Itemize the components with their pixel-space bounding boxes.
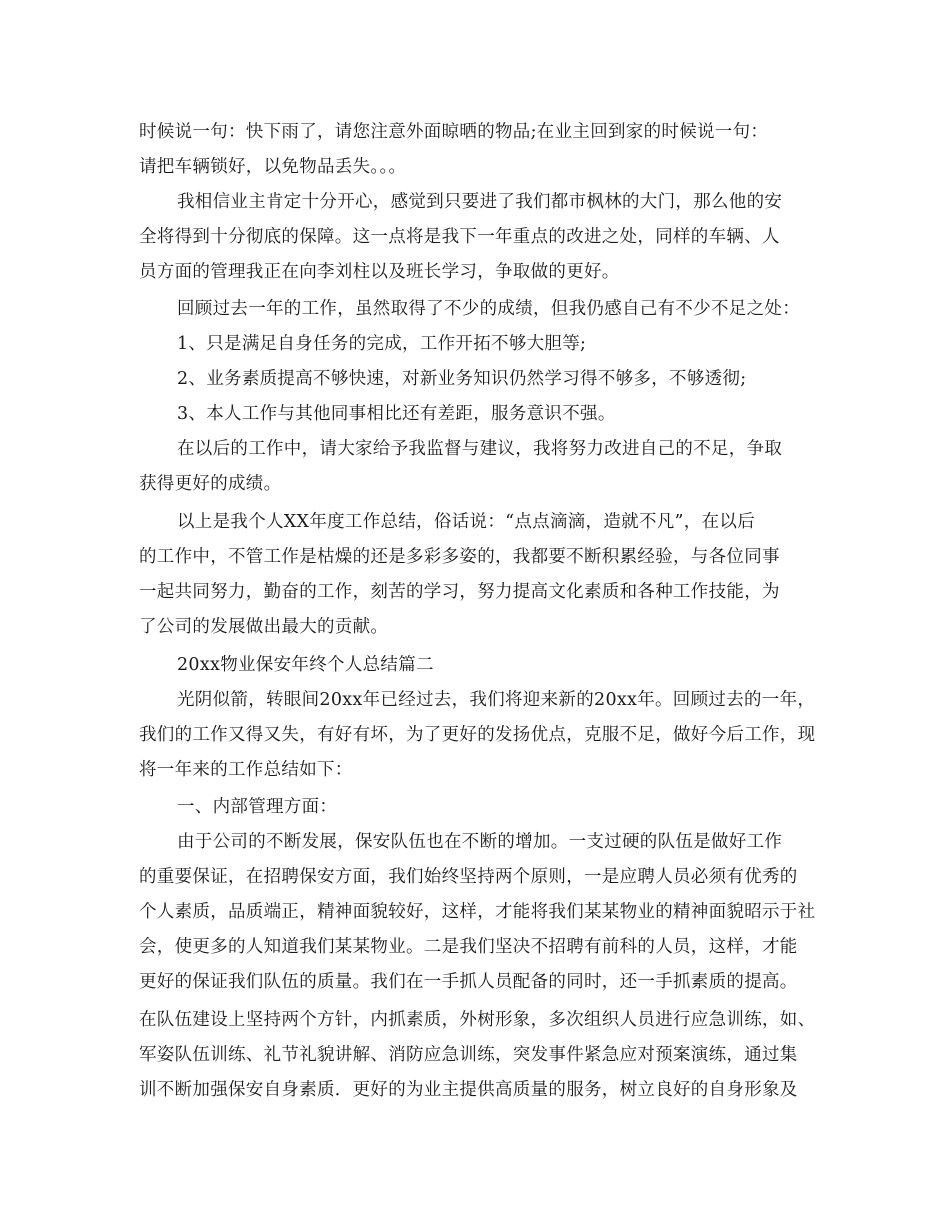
text-line: 我们的工作又得又失，有好有坏，为了更好的发扬优点，克服不足，做好今后工作，现 xyxy=(139,725,816,745)
text-line: 请把车辆锁好，以免物品丢失。。。 xyxy=(139,157,407,177)
text-line: 了公司的发展做出最大的贡献。 xyxy=(139,617,389,637)
text-line: 军姿队伍训练、礼节礼貌讲解、消防应急训练，突发事件紧急应对预案演练，通过集 xyxy=(139,1045,798,1065)
text-line: 的工作中，不管工作是枯燥的还是多彩多姿的，我都要不断积累经验，与各位同事 xyxy=(139,547,780,567)
text-line: 一起共同努力，勤奋的工作，刻苦的学习，努力提高文化素质和各种工作技能，为 xyxy=(139,582,780,602)
paragraph-line: 在以后的工作中，请大家给予我监督与建议，我将努力改进自己的不足，争取 xyxy=(177,439,783,459)
subsection-heading: 一、内部管理方面： xyxy=(177,797,338,817)
paragraph-line: 光阴似箭，转眼间20xx年已经过去，我们将迎来新的20xx年。回顾过去的一年， xyxy=(177,690,816,710)
text-line: 会，使更多的人知道我们某某物业。二是我们坚决不招聘有前科的人员，这样，才能 xyxy=(139,937,798,957)
paragraph-line: 我相信业主肯定十分开心，感觉到只要进了我们都市枫林的大门，那么他的安 xyxy=(177,192,783,212)
text-line: 个人素质，品质端正，精神面貌较好，这样，才能将我们某某物业的精神面貌昭示于社 xyxy=(139,902,816,922)
paragraph-line: 由于公司的不断发展，保安队伍也在不断的增加。一支过硬的队伍是做好工作 xyxy=(177,832,783,852)
text-line: 在队伍建设上坚持两个方针，内抓素质，外树形象，多次组织人员进行应急训练，如、 xyxy=(139,1010,816,1030)
text-line: 的重要保证，在招聘保安方面，我们始终坚持两个原则，一是应聘人员必须有优秀的 xyxy=(139,867,798,887)
text-line: 员方面的管理我正在向李刘柱以及班长学习，争取做的更好。 xyxy=(139,262,620,282)
paragraph-line: 回顾过去一年的工作，虽然取得了不少的成绩，但我仍感自己有不少不足之处： xyxy=(177,299,800,319)
text-line: 训不断加强保安自身素质．更好的为业主提供高质量的服务，树立良好的自身形象及 xyxy=(139,1080,798,1100)
section-heading: 20xx物业保安年终个人总结篇二 xyxy=(177,655,434,675)
list-item: 1、只是满足自身任务的完成，工作开拓不够大胆等; xyxy=(177,334,587,354)
text-line: 时候说一句：快下雨了，请您注意外面晾晒的物品;在业主回到家的时候说一句： xyxy=(139,122,769,142)
list-item: 3、本人工作与其他同事相比还有差距，服务意识不强。 xyxy=(177,404,616,424)
text-line: 获得更好的成绩。 xyxy=(139,474,282,494)
text-line: 全将得到十分彻底的保障。这一点将是我下一年重点的改进之处，同样的车辆、人 xyxy=(139,227,780,247)
list-item: 2、业务素质提高不够快速，对新业务知识仍然学习得不够多，不够透彻; xyxy=(177,369,747,389)
paragraph-line: 以上是我个人XX年度工作总结，俗话说：“点点滴滴，造就不凡”，在以后 xyxy=(177,512,756,532)
text-line: 将一年来的工作总结如下： xyxy=(139,760,353,780)
text-line: 更好的保证我们队伍的质量。我们在一手抓人员配备的同时，还一手抓素质的提高。 xyxy=(139,972,798,992)
